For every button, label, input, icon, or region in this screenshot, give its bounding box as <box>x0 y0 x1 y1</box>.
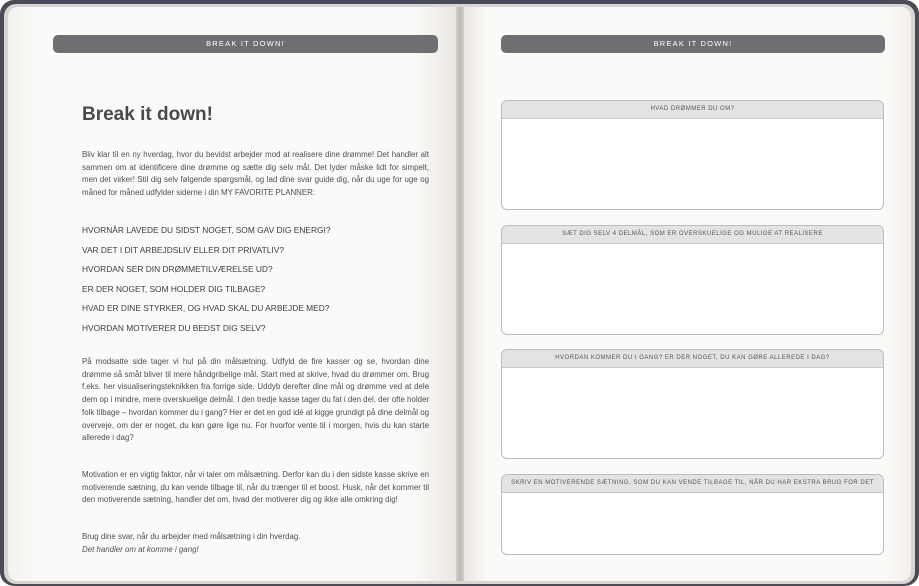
motivation-box[interactable] <box>501 474 884 555</box>
question-list <box>82 223 331 340</box>
closing-text: Brug dine svar, når du arbejder med målsætning i din hverdag. <box>82 532 301 541</box>
question-item: HVORNÅR LAVEDE DU SIDST NOGET, SOM GAV DIG ENERGI? <box>82 225 331 235</box>
question-item: ER DER NOGET, SOM HOLDER DIG TILBAGE? <box>82 283 266 294</box>
right-header-bar: BREAK IT DOWN! <box>501 35 885 53</box>
right-page <box>460 7 911 581</box>
question-item: HVORDAN MOTIVERER DU BEDST DIG SELV? <box>82 322 266 333</box>
body-paragraph-1: På modsatte side tager vi hul på din målsætning. Udfyld de fire kasser og se, hvordan dine drømme så småt bliver til mere håndgribelige mål. Start med at skrive, hvad du drømmer om. Brug f.eks. her visualiseringsteknikken fra forrige side. Uddyb derefter dine mål og drømme ved at dele dem op i mindre, mere overskuelige delmål. I den tredje kasse tager du fat i den del, der ofte holder folk tilbage – hvordan kommer du i gang? Her er det en god idé at kigge grundigt på dine delmål og overveje, om der er noget, du kan gøre lige nu. For hvorfor vente til i morgen, hvis du kan starte allerede i dag? <box>82 357 429 443</box>
question-item: VAR DET I DIT ARBEJDSLIV ELLER DIT PRIVATLIV? <box>82 244 284 255</box>
page-title: Break it down! <box>82 104 213 125</box>
body-paragraph-2: Motivation er en vigtig faktor, når vi taler om målsætning. Derfor kan du i den sidste kasse skrive en motiverende sætning, du kan vende tilbage til, når du trænger til et boost. Husk, når det kommer til den motiverende sætning, handler det om, hvad der motiverer dig og ikke alle omkring dig! <box>82 470 429 505</box>
box-label: SÆT DIG SELV 4 DELMÅL, SOM ER OVERSKUELIGE OG MULIGE AT REALISERE <box>502 226 883 244</box>
question-item: HVORDAN SER DIN DRØMMETILVÆRELSE UD? <box>82 264 273 274</box>
box-label: SKRIV EN MOTIVERENDE SÆTNING, SOM DU KAN VENDE TILBAGE TIL, NÅR DU HAR EKSTRA BRUG FOR DET <box>502 475 883 493</box>
sub-goals-box[interactable] <box>501 225 884 335</box>
book-spine <box>456 7 464 581</box>
closing-paragraph <box>82 531 429 556</box>
box-label: HVORDAN KOMMER DU I GANG? ER DER NOGET, DU KAN GØRE ALLEREDE I DAG? <box>502 350 883 368</box>
box-label: HVAD DRØMMER DU OM? <box>502 101 883 119</box>
left-page <box>8 7 459 581</box>
intro-paragraph: Bliv klar til en ny hverdag, hvor du bevidst arbejder mod at realisere dine drømme! Det handler alt sammen om at identificere dine drømme og sætte dig selv mål. Det lyder måske lidt for simpelt, men det virker! Stil dig selv følgende spørgsmål, og lad dine svar guide dig, når du uge for uge og måned for måned udfylder siderne i din MY FAVORITE PLANNER: <box>82 150 429 198</box>
get-started-box[interactable] <box>501 349 884 459</box>
dream-box[interactable] <box>501 100 884 210</box>
closing-italic-text: Det handler om at komme i gang! <box>82 544 199 554</box>
question-item: HVAD ER DINE STYRKER, OG HVAD SKAL DU ARBEJDE MED? <box>82 303 330 313</box>
left-header-bar: BREAK IT DOWN! <box>53 35 438 53</box>
